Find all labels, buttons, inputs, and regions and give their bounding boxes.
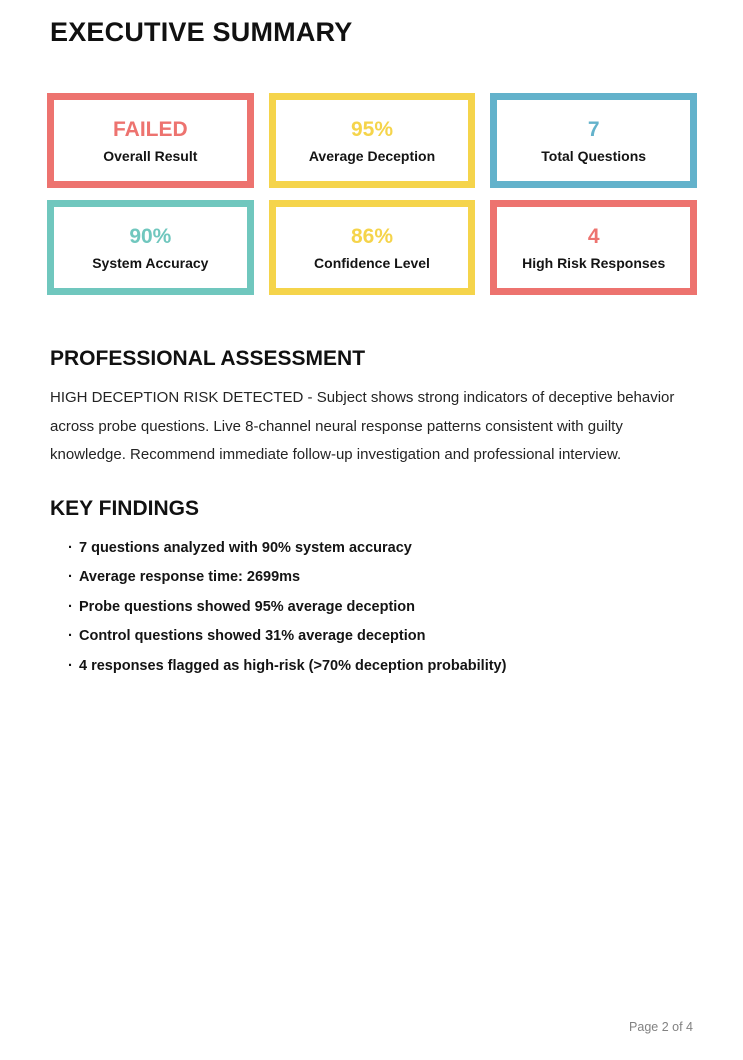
page-number: Page 2 of 4: [629, 1020, 693, 1034]
stat-card-confidence-level: [269, 200, 476, 295]
finding-item: · 7 questions analyzed with 90% system accuracy: [68, 541, 697, 556]
finding-item: · Control questions showed 31% average deception: [68, 629, 697, 644]
stat-label: Overall Result: [103, 147, 198, 164]
finding-item: · Average response time: 2699ms: [68, 570, 697, 585]
stat-card-total-questions: [490, 93, 697, 188]
stat-card-overall-result: [47, 93, 254, 188]
stat-value: 95%: [350, 117, 393, 141]
summary-stat-cards: [47, 93, 697, 295]
page-title: EXECUTIVE SUMMARY: [50, 17, 353, 47]
stat-value: FAILED: [112, 117, 188, 141]
key-findings-list: [47, 541, 697, 674]
stat-label: High Risk Responses: [522, 254, 666, 271]
stat-label: Total Questions: [541, 147, 647, 164]
stat-value: 90%: [129, 224, 172, 248]
assessment-heading: PROFESSIONAL ASSESSMENT: [50, 347, 366, 370]
report-page: [0, 16, 743, 673]
stat-value: 4: [587, 224, 600, 248]
finding-item: · 4 responses flagged as high-risk (>70% deception probability): [68, 659, 697, 674]
stat-card-average-deception: [269, 93, 476, 188]
stat-label: System Accuracy: [92, 254, 209, 271]
stat-label: Confidence Level: [314, 254, 430, 271]
stat-card-system-accuracy: [47, 200, 254, 295]
stat-value: 86%: [350, 224, 393, 248]
assessment-body-text: HIGH DECEPTION RISK DETECTED - Subject shows strong indicators of deceptive behavior across probe questions. Live 8-channel neural response patterns consistent with guilty knowledge. Recommend immediate follow-up investigation and professional interview.: [50, 389, 675, 463]
finding-item: · Probe questions showed 95% average deception: [68, 600, 697, 615]
stat-label: Average Deception: [308, 147, 436, 164]
stat-card-high-risk-responses: [490, 200, 697, 295]
stat-value: 7: [587, 117, 600, 141]
key-findings-heading: KEY FINDINGS: [50, 496, 199, 520]
